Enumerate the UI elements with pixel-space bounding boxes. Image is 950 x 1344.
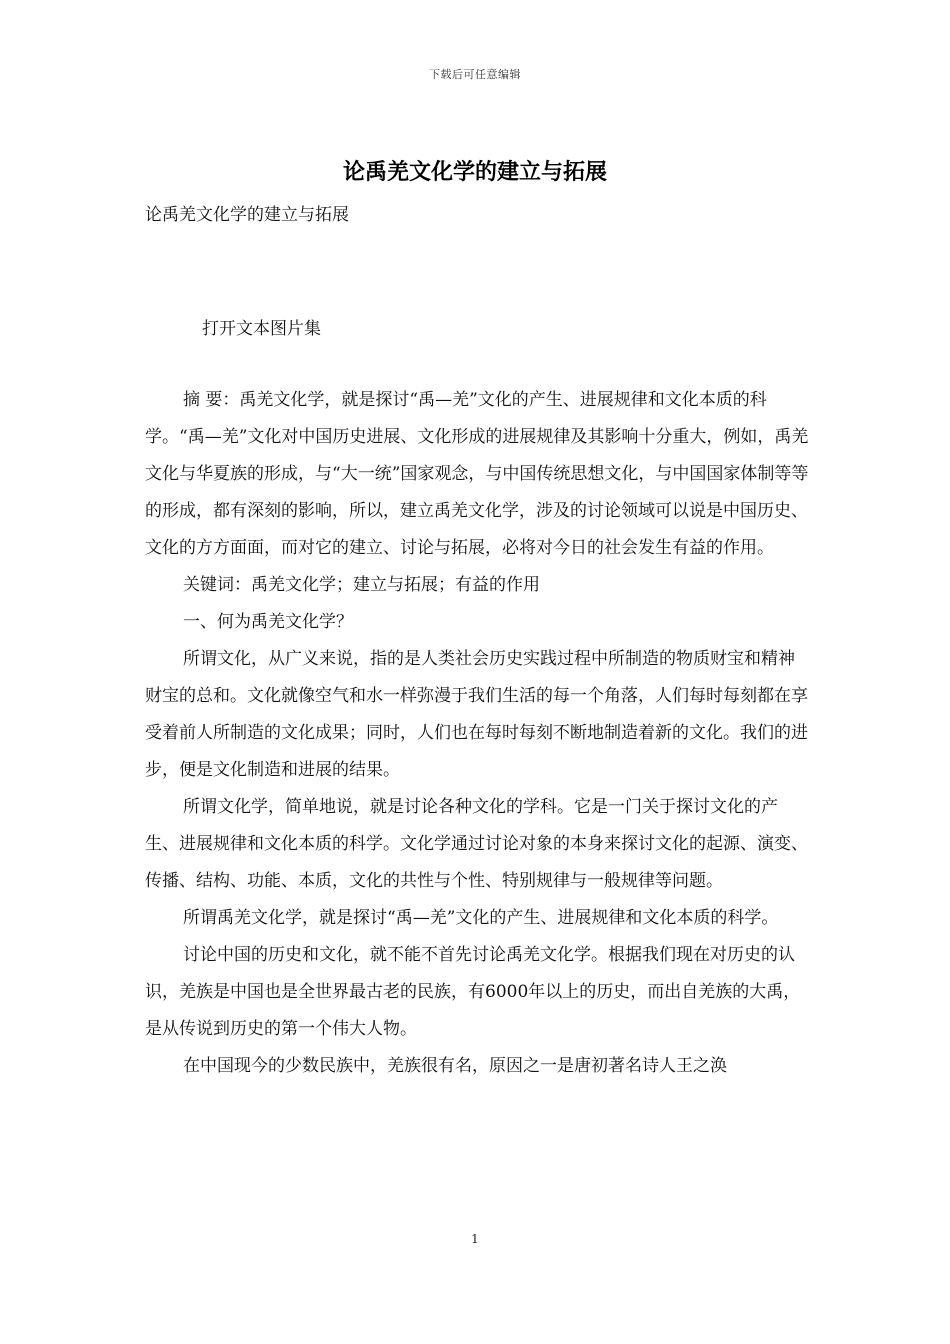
body-paragraph: 所谓文化，从广义来说，指的是人类社会历史实践过程中所制造的物质财宝和精神财宝的总和。文化就像空气和水一样弥漫于我们生活的每一个角落，人们每时每刻都在享受着前人所制造的文化成果；同时，人们也在每时每刻不断地制造着新的文化。我们的进步，便是文化制造和进展的结果。 bbox=[145, 649, 808, 780]
document-body bbox=[145, 382, 809, 1085]
download-editable-note: 下载后可任意编辑 bbox=[429, 68, 521, 81]
keywords-paragraph: 关键词：禹羌文化学；建立与拓展；有益的作用 bbox=[183, 575, 540, 595]
body-paragraph: 所谓禹羌文化学，就是探讨“禹—羌”文化的产生、进展规律和文化本质的科学。 bbox=[183, 908, 779, 928]
document-title: 论禹羌文化学的建立与拓展 bbox=[342, 159, 607, 185]
page-number: 1 bbox=[471, 1232, 479, 1246]
section-heading: 一、何为禹羌文化学？ bbox=[183, 612, 353, 632]
body-paragraph: 在中国现今的少数民族中，羌族很有名，原因之一是唐初著名诗人王之涣 bbox=[183, 1056, 727, 1076]
body-paragraph: 所谓文化学，简单地说，就是讨论各种文化的学科。它是一门关于探讨文化的产生、进展规律和文化本质的科学。文化学通过讨论对象的本身来探讨文化的起源、演变、传播、结构、功能、本质，文化的共性与个性、特别规律与一般规律等问题。 bbox=[145, 797, 808, 891]
document-subtitle: 论禹羌文化学的建立与拓展 bbox=[145, 205, 349, 225]
abstract-paragraph: 摘 要：禹羌文化学，就是探讨“禹—羌”文化的产生、进展规律和文化本质的科学。“禹—羌”文化对中国历史进展、文化形成的进展规律及其影响十分重大，例如，禹羌文化与华夏族的形成，与“大一统”国家观念，与中国传统思想文化，与中国国家体制等等的形成，都有深刻的影响，所以，建立禹羌文化学，涉及的讨论领域可以说是中国历史、文化的方方面面，而对它的建立、讨论与拓展，必将对今日的社会发生有益的作用。 bbox=[145, 390, 809, 558]
open-image-gallery-link[interactable]: 打开文本图片集 bbox=[202, 319, 321, 339]
body-paragraph: 讨论中国的历史和文化，就不能不首先讨论禹羌文化学。根据我们现在对历史的认识，羌族是中国也是全世界最古老的民族，有6000年以上的历史，而出自羌族的大禹，是从传说到历史的第一个伟大人物。 bbox=[145, 945, 801, 1039]
